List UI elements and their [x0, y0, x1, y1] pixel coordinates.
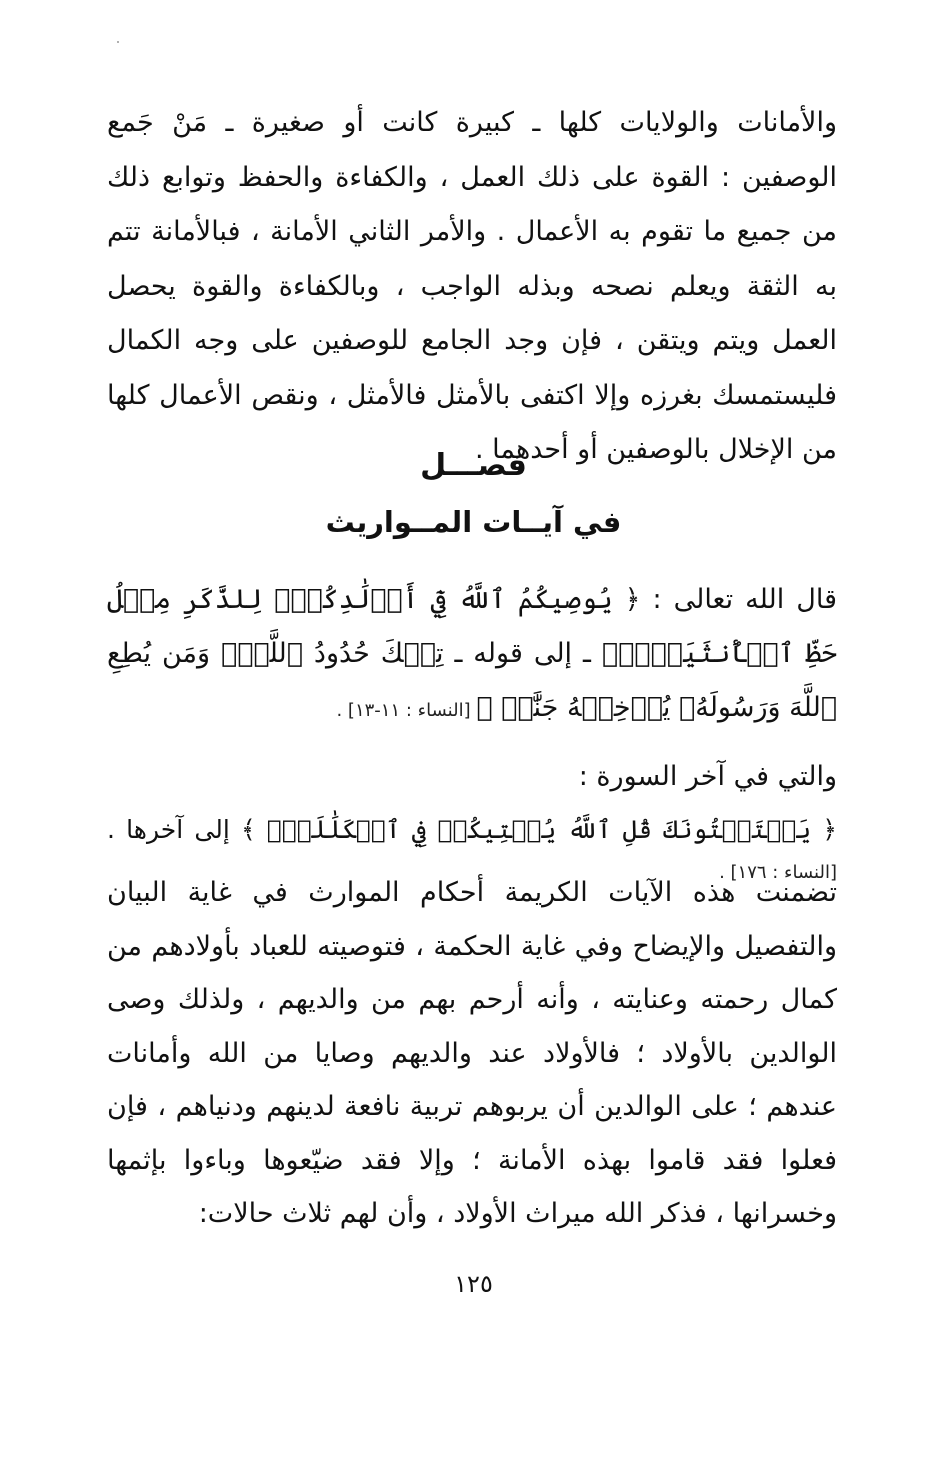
verse-reference: [النساء : ١١-١٣] .	[336, 700, 477, 721]
section-title: فصـــل	[420, 448, 527, 483]
kalala-tail: إلى آخرها .	[107, 815, 242, 844]
last-verse-intro: والتي في آخر السورة :	[578, 761, 837, 792]
quote-connector: ـ إلى قوله ـ	[443, 638, 602, 669]
section-subtitle: في آيــات المــواريث	[325, 505, 622, 539]
main-paragraph: تضمنت هذه الآيات الكريمة أحكام الموارث في غاية البيان والتفصيل والإيضاح وفي غاية الحكمة ، فتوصيته للعباد بأولادهم من كمال رحمته وعنايته ، وأنه أرحم بهم من والديهم ، ولذلك وصى الوالدين بالأولاد ؛ فالأولاد عند والديهم وصايا من الله وأمانات عندهم ؛ على الوالدين أن يربوهم تربية نافعة لدينهم ودنياهم ، فإن فعلوا فقد قاموا بهذه الأمانة ؛ وإلا فقد ضيّعوها وباءوا بإثمها وخسرانها ، فذكر الله ميراث الأولاد ، وأن لهم ثلاث حالات:	[107, 877, 837, 1229]
verse-start: ﴿ يُوصِيكُمُ ٱللَّهُ فِيٓ أَوۡلَٰدِكُمۡۖ لِلذَّكَرِ مِثۡلُ حَظِّ ٱلۡأُنثَيَيۡنِۚ	[107, 584, 837, 669]
verse-end: تِلۡكَ حُدُودُ ٱللَّهِۚ وَمَن يُطِعِ ٱللَّهَ وَرَسُولَهُۥ يُدۡخِلۡهُ جَنَّٰتٖ ﴾	[107, 638, 837, 723]
kalala-reference: [النساء : ١٧٦] .	[719, 862, 837, 883]
page-number: ١٢٥	[454, 1270, 493, 1298]
inheritance-verse-quote	[107, 573, 837, 738]
scan-speck	[117, 41, 119, 43]
kalala-verse: ﴿ يَسۡتَفۡتُونَكَ قُلِ ٱللَّهُ يُفۡتِيكُمۡ فِي ٱلۡكَلَٰلَةِۚ ﴾	[241, 815, 837, 844]
intro-paragraph: والأمانات والولايات كلها ـ كبيرة كانت أو صغيرة ـ مَنْ جَمع الوصفين : القوة على ذلك العمل ، والكفاءة والحفظ وتوابع ذلك من جميع ما تقوم به الأعمال . والأمر الثاني الأمانة ، فبالأمانة تتم به الثقة ويعلم نصحه وبذله الواجب ، وبالكفاءة والقوة يحصل العمل ويتم ويتقن ، فإن وجد الجامع للوصفين على وجه الكمال فليستمسك بغرزه وإلا اكتفى بالأمثل فالأمثل ، ونقص الأعمال كلها من الإخلال بالوصفين أو أحدهما .	[107, 107, 837, 465]
quote-intro: قال الله تعالى :	[640, 584, 837, 615]
